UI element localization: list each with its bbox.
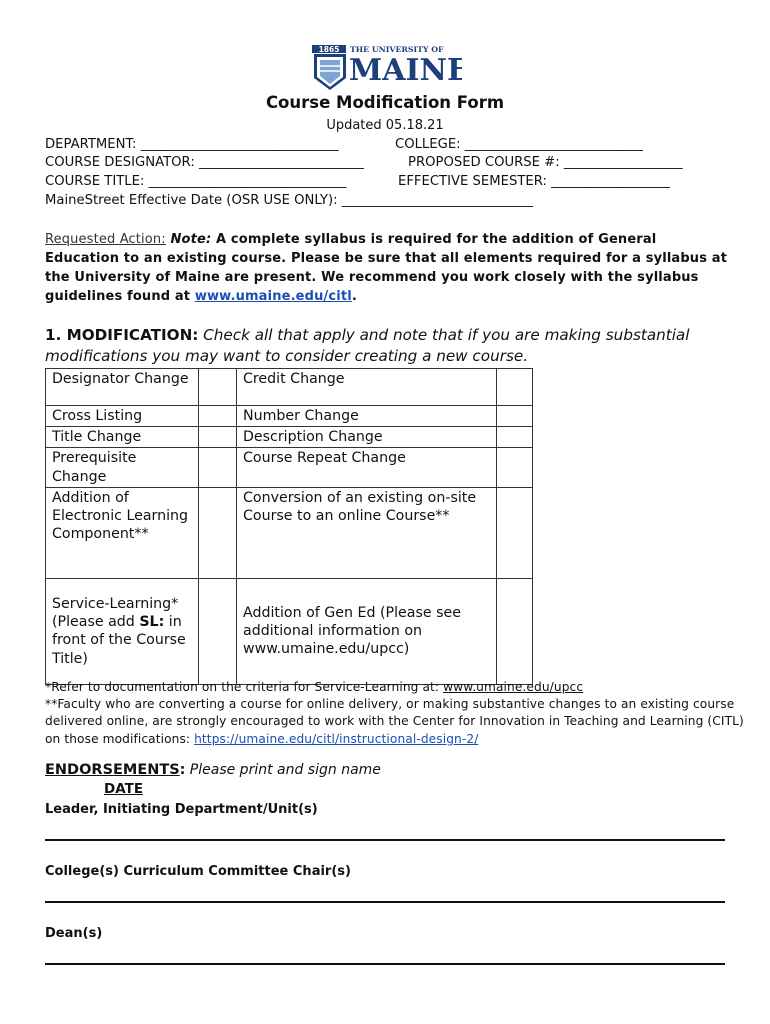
updated-date: Updated 05.18.21 (326, 118, 444, 133)
upcc-link[interactable]: www.umaine.edu/upcc (443, 680, 584, 694)
course-designator-field[interactable]: COURSE DESIGNATOR: _________________________ (45, 155, 364, 170)
checkbox-prerequisite-change[interactable] (199, 448, 237, 487)
signature-line-dean[interactable] (45, 963, 725, 965)
option-credit-change: Credit Change (237, 369, 497, 406)
signer-curriculum-chair: College(s) Curriculum Committee Chair(s) (45, 864, 351, 879)
option-description-change: Description Change (237, 427, 497, 448)
signature-line-department[interactable] (45, 839, 725, 841)
signature-line-curriculum[interactable] (45, 901, 725, 903)
logo-year: 1865 (318, 45, 340, 54)
checkbox-cross-listing[interactable] (199, 406, 237, 427)
form-title: Course Modification Form (265, 93, 505, 112)
checkbox-title-change[interactable] (199, 427, 237, 448)
service-learning-note: *Refer to documentation on the criteria for Service-Learning at: www.umaine.edu/upcc (45, 680, 584, 694)
option-prerequisite-change: Prerequisite Change (46, 448, 199, 487)
checkbox-online-conversion[interactable] (497, 487, 533, 578)
checkbox-credit-change[interactable] (497, 369, 533, 406)
requested-action: Requested Action: Note: A complete syllabus is required for the addition of General Education to an existing course. Please be sure that all elements required for a syllabus at the University of Maine are present. We recommend you work closely with the syllabus guidelines found at www.umaine.edu/citl. (45, 232, 728, 304)
checkbox-service-learning[interactable] (199, 578, 237, 684)
citl-link[interactable]: www.umaine.edu/citl (194, 289, 352, 304)
modification-heading: 1. MODIFICATION: (45, 326, 199, 344)
signer-department-leader: Leader, Initiating Department/Unit(s) (45, 802, 318, 817)
university-logo (312, 44, 462, 94)
logo-line1: THE UNIVERSITY OF (350, 45, 444, 54)
checkbox-description-change[interactable] (497, 427, 533, 448)
signer-dean: Dean(s) (45, 926, 103, 941)
option-designator-change: Designator Change (46, 369, 199, 406)
footnotes (45, 679, 745, 748)
logo-line2: MAINE (349, 53, 462, 88)
note-label: Note: (170, 232, 212, 247)
modification-section (45, 325, 735, 367)
option-online-conversion: Conversion of an existing on-site Course to an online Course** (237, 487, 497, 578)
option-number-change: Number Change (237, 406, 497, 427)
option-title-change: Title Change (46, 427, 199, 448)
modification-instructions: Check all that apply and note that if you are making substantial modifications you may want to consider creating a new course. (45, 326, 690, 365)
modification-checklist (45, 368, 533, 685)
proposed-course-field[interactable]: PROPOSED COURSE #: __________________ (408, 155, 683, 170)
option-course-repeat-change: Course Repeat Change (237, 448, 497, 487)
instructional-design-link[interactable]: https://umaine.edu/citl/instructional-design-2/ (194, 731, 479, 746)
option-electronic-learning: Addition of Electronic Learning Component** (46, 487, 199, 578)
requested-action-label: Requested Action: (45, 232, 166, 247)
option-cross-listing: Cross Listing (46, 406, 199, 427)
effective-semester-field[interactable]: EFFECTIVE SEMESTER: __________________ (398, 174, 670, 189)
date-label: DATE (104, 781, 144, 797)
endorsements-heading: ENDORSEMENTS: Please print and sign name (45, 762, 381, 778)
checkbox-designator-change[interactable] (199, 369, 237, 406)
option-gen-ed: Addition of Gen Ed (Please see additional information on www.umaine.edu/upcc) (237, 578, 497, 684)
checkbox-course-repeat-change[interactable] (497, 448, 533, 487)
checkbox-electronic-learning[interactable] (199, 487, 237, 578)
department-field[interactable]: DEPARTMENT: ______________________________ (45, 137, 339, 152)
college-field[interactable]: COLLEGE: ___________________________ (395, 137, 643, 152)
mainestreet-date-field[interactable]: MaineStreet Effective Date (OSR USE ONLY): _____________________________ (45, 193, 533, 208)
endorsements-instruction: Please print and sign name (185, 762, 381, 778)
option-service-learning: Service-Learning* (Please add SL: in front of the Course Title) (46, 578, 199, 684)
checkbox-gen-ed[interactable] (497, 578, 533, 684)
requested-action-text: A complete syllabus is required for the addition of General Education to an existing course. Please be sure that all elements required for a syllabus at the University of Maine are present. We recommend you work closely with the syllabus guidelines found at (45, 232, 728, 304)
checkbox-number-change[interactable] (497, 406, 533, 427)
faculty-note: **Faculty who are converting a course for online delivery, or making substantive changes to an existing course delivered online, are strongly encouraged to work with the Center for Innovation in Teaching and Learning (CITL) on those modifications: https://umaine.edu/citl/instructional-design-2/ (45, 697, 744, 746)
course-title-field[interactable]: COURSE TITLE: ______________________________ (45, 174, 347, 189)
